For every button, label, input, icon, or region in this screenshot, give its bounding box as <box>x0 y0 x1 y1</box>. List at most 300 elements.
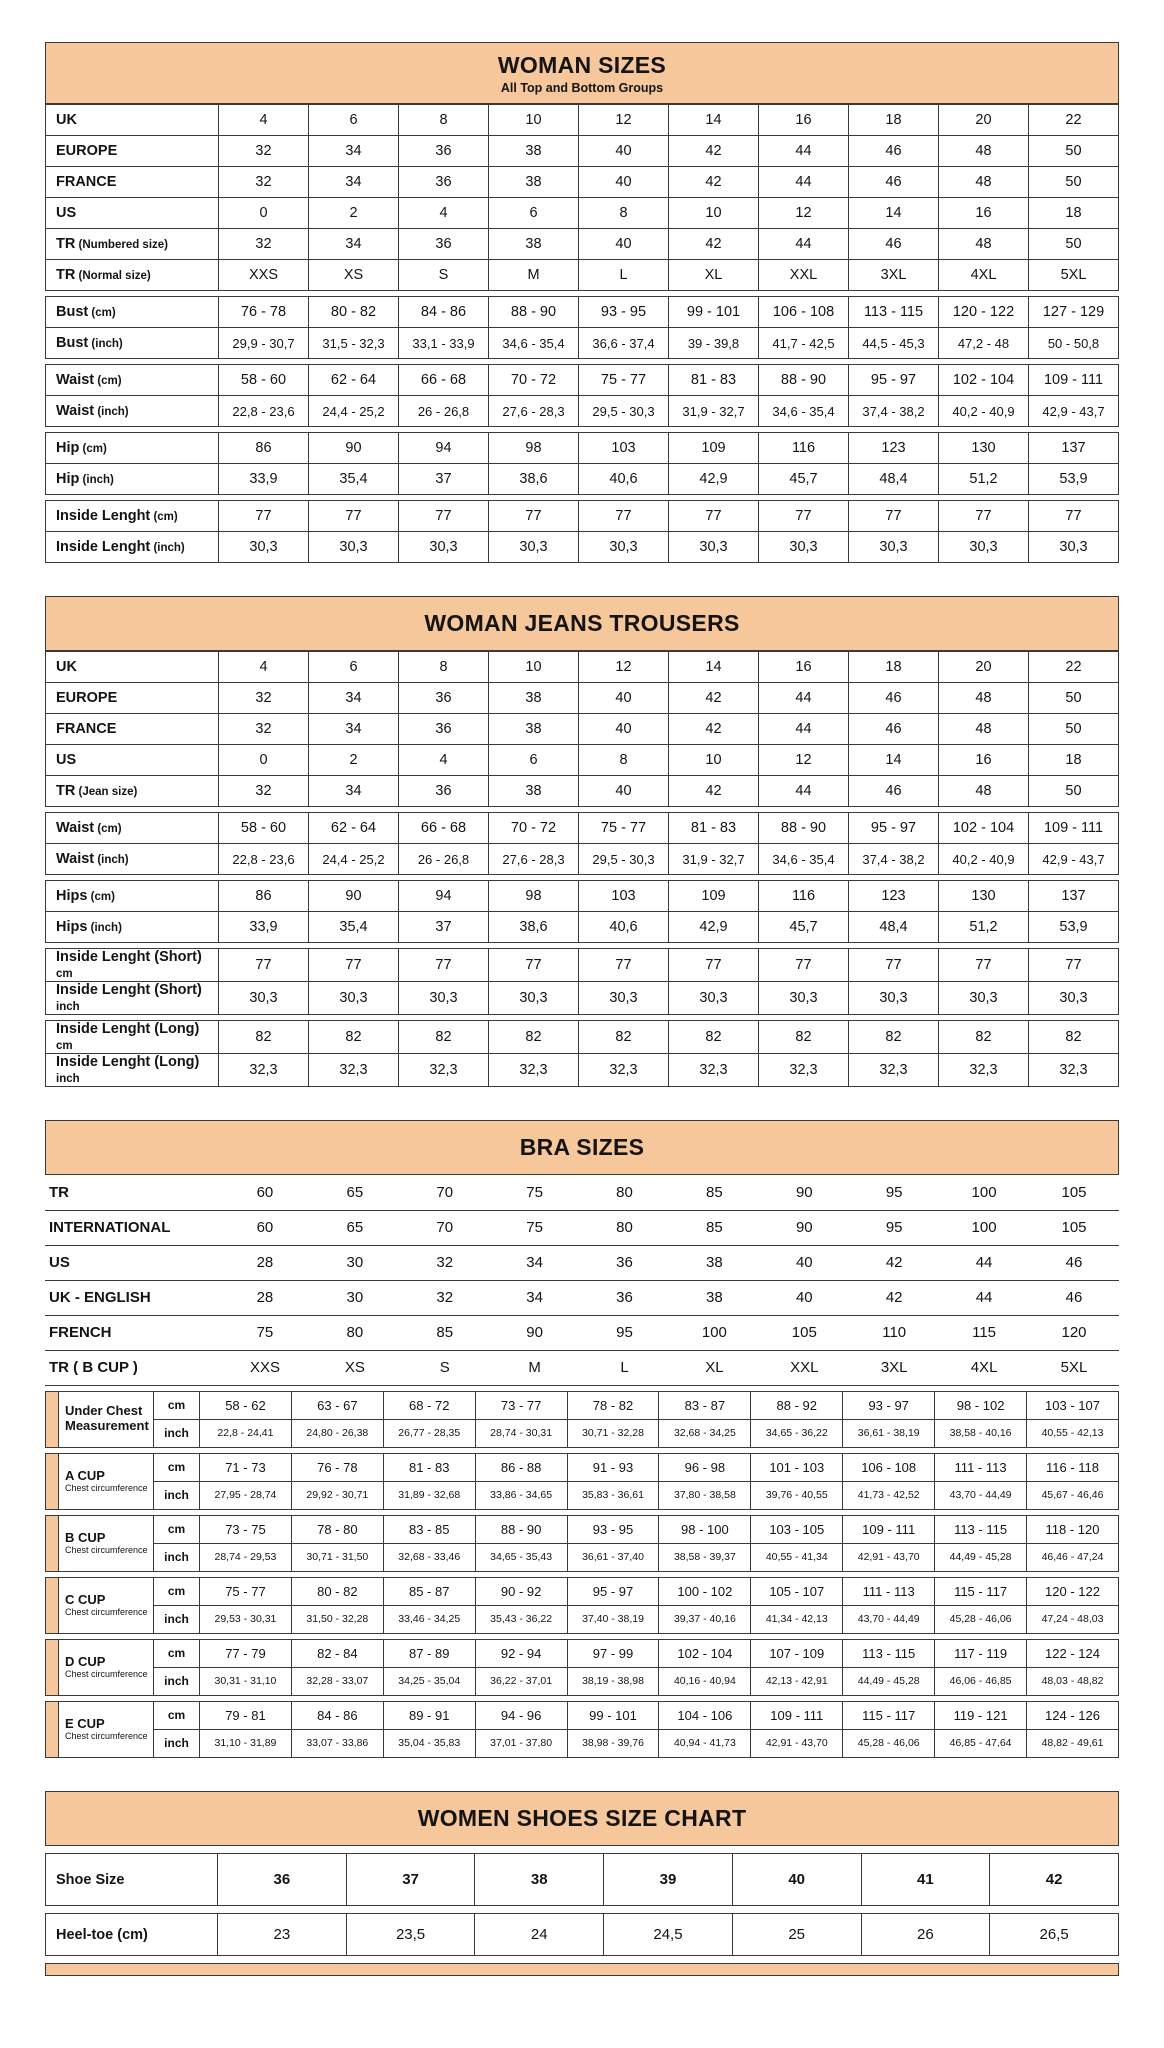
value-cell: 28 <box>220 1245 310 1280</box>
shoes-table <box>45 1853 1119 1956</box>
value-cell: 44 <box>759 229 849 260</box>
value-cell: 48 <box>939 136 1029 167</box>
value-cell: 38 <box>669 1245 759 1280</box>
bra-top-block <box>45 1175 1119 1386</box>
value-cell: 87 - 89 <box>383 1639 475 1667</box>
row-label <box>46 229 219 260</box>
value-cell: 45,7 <box>759 912 849 943</box>
value-cell: 115 - 117 <box>843 1701 935 1729</box>
value-cell: 29,92 - 30,71 <box>291 1481 383 1509</box>
row-label <box>46 912 219 943</box>
value-cell: 113 - 115 <box>935 1515 1027 1543</box>
value-cell: 75 - 77 <box>579 813 669 844</box>
row-label-text: Inside Lenght <box>56 539 151 555</box>
row-label-text: Shoe Size <box>56 1871 125 1888</box>
value-cell: 14 <box>669 105 759 136</box>
value-cell: 42 <box>669 229 759 260</box>
value-cell: 45,7 <box>759 464 849 495</box>
table-row <box>46 982 1119 1015</box>
value-cell: 33,07 - 33,86 <box>291 1729 383 1757</box>
value-cell: 33,9 <box>219 912 309 943</box>
value-cell: 40 <box>579 776 669 807</box>
value-cell: 124 - 126 <box>1027 1701 1119 1729</box>
row-label <box>46 745 219 776</box>
value-cell: 29,5 - 30,3 <box>579 396 669 427</box>
value-cell: 102 - 104 <box>939 365 1029 396</box>
table-row <box>46 198 1119 229</box>
value-cell: 77 <box>669 501 759 532</box>
value-cell: 8 <box>399 105 489 136</box>
woman-sizes-table <box>45 104 1119 563</box>
value-cell: 33,1 - 33,9 <box>399 328 489 359</box>
group-label-sub: Chest circumference <box>65 1730 148 1741</box>
value-cell: 48,4 <box>849 912 939 943</box>
value-cell: S <box>400 1350 490 1385</box>
table-row <box>46 1515 1119 1543</box>
group-label <box>59 1577 154 1633</box>
value-cell: 48 <box>939 776 1029 807</box>
value-cell: 80 <box>580 1175 670 1210</box>
value-cell: 29,9 - 30,7 <box>219 328 309 359</box>
value-cell: 40 <box>759 1245 849 1280</box>
value-cell: 44 <box>939 1245 1029 1280</box>
bra-group-block <box>45 1453 1119 1510</box>
row-label-text: Waist <box>56 403 95 419</box>
value-cell: 83 - 85 <box>383 1515 475 1543</box>
value-cell: 109 - 111 <box>1029 813 1119 844</box>
value-cell: 48 <box>939 683 1029 714</box>
value-cell: 12 <box>759 745 849 776</box>
value-cell: 10 <box>669 745 759 776</box>
value-cell: 46 <box>1029 1245 1119 1280</box>
value-cell: 38,19 - 38,98 <box>567 1667 659 1695</box>
value-cell: 43,70 - 44,49 <box>935 1481 1027 1509</box>
value-cell: 77 <box>759 949 849 982</box>
value-cell: 94 <box>399 881 489 912</box>
table-title: WOMAN SIZES <box>497 52 667 78</box>
value-cell: 38 <box>475 1853 604 1905</box>
bra-cup-table <box>45 1391 1119 1758</box>
value-cell: 36 <box>399 229 489 260</box>
row-label: US <box>45 1245 220 1280</box>
value-cell: 43,70 - 44,49 <box>843 1605 935 1633</box>
value-cell: 32 <box>400 1245 490 1280</box>
row-label-text: Hips <box>56 919 88 935</box>
value-cell: 50 - 50,8 <box>1029 328 1119 359</box>
group-label <box>59 1391 154 1447</box>
unit-label: cm <box>154 1701 200 1729</box>
value-cell: 76 - 78 <box>291 1453 383 1481</box>
value-cell: 115 <box>939 1315 1029 1350</box>
value-cell: 116 - 118 <box>1027 1453 1119 1481</box>
value-cell: 103 - 107 <box>1027 1391 1119 1419</box>
value-cell: 40 <box>579 136 669 167</box>
table-row <box>46 813 1119 844</box>
value-cell: 95 <box>580 1315 670 1350</box>
row-label <box>46 813 219 844</box>
value-cell: 12 <box>579 652 669 683</box>
value-cell: 32 <box>219 776 309 807</box>
value-cell: 38 <box>489 167 579 198</box>
value-cell: XXL <box>759 1350 849 1385</box>
value-cell: 5XL <box>1029 1350 1119 1385</box>
table-row <box>46 297 1119 328</box>
jeans-section <box>45 596 1119 1087</box>
value-cell: 30,71 - 31,50 <box>291 1543 383 1571</box>
value-cell: 95 - 97 <box>567 1577 659 1605</box>
value-cell: 24,80 - 26,38 <box>291 1419 383 1447</box>
value-cell: 102 - 104 <box>659 1639 751 1667</box>
value-cell: 102 - 104 <box>939 813 1029 844</box>
value-cell: 32,3 <box>399 1054 489 1087</box>
value-cell: 32,68 - 34,25 <box>659 1419 751 1447</box>
value-cell: 32,3 <box>939 1054 1029 1087</box>
row-label <box>46 881 219 912</box>
value-cell: 48,4 <box>849 464 939 495</box>
size-table-block <box>45 651 1119 807</box>
table-row <box>46 365 1119 396</box>
table-row <box>46 912 1119 943</box>
row-label-text: UK <box>56 659 77 675</box>
value-cell: 47,2 - 48 <box>939 328 1029 359</box>
value-cell: 45,28 - 46,06 <box>935 1605 1027 1633</box>
table-title: WOMEN SHOES SIZE CHART <box>417 1804 747 1831</box>
row-label <box>46 260 219 291</box>
row-label-sub: (inch) <box>79 474 114 486</box>
value-cell: 26,5 <box>990 1913 1119 1955</box>
value-cell: 40 <box>579 167 669 198</box>
value-cell: 82 <box>1029 1021 1119 1054</box>
value-cell: 31,9 - 32,7 <box>669 844 759 875</box>
value-cell: 119 - 121 <box>935 1701 1027 1729</box>
value-cell: 38 <box>489 683 579 714</box>
value-cell: 109 - 111 <box>751 1701 843 1729</box>
size-table-block <box>45 364 1119 427</box>
value-cell: 18 <box>1029 198 1119 229</box>
value-cell: 26,77 - 28,35 <box>383 1419 475 1447</box>
table-row <box>46 1577 1119 1605</box>
table-row <box>46 1054 1119 1087</box>
jeans-header <box>45 596 1119 651</box>
value-cell: 116 <box>759 433 849 464</box>
table-row <box>46 844 1119 875</box>
value-cell: 32,28 - 33,07 <box>291 1667 383 1695</box>
row-label-text: Hip <box>56 471 80 487</box>
value-cell: 42 <box>990 1853 1119 1905</box>
value-cell: 37,40 - 38,19 <box>567 1605 659 1633</box>
value-cell: 41,34 - 42,13 <box>751 1605 843 1633</box>
group-label-text: A CUP <box>65 1467 105 1483</box>
value-cell: 77 <box>669 949 759 982</box>
group-label-text: D CUP <box>65 1653 106 1669</box>
value-cell: 30,3 <box>1029 982 1119 1015</box>
value-cell: 30,71 - 32,28 <box>567 1419 659 1447</box>
value-cell: 46,85 - 47,64 <box>935 1729 1027 1757</box>
group-label-text: C CUP <box>65 1591 106 1607</box>
value-cell: 120 - 122 <box>1027 1577 1119 1605</box>
value-cell: 30,3 <box>669 532 759 563</box>
value-cell: 113 - 115 <box>843 1639 935 1667</box>
row-label-sub: cm <box>56 1040 73 1052</box>
value-cell: S <box>399 260 489 291</box>
jeans-table <box>45 651 1119 1087</box>
value-cell: 37,01 - 37,80 <box>475 1729 567 1757</box>
value-cell: 46 <box>849 167 939 198</box>
value-cell: 137 <box>1029 433 1119 464</box>
value-cell: 73 - 77 <box>475 1391 567 1419</box>
table-row <box>46 776 1119 807</box>
value-cell: 48 <box>939 167 1029 198</box>
size-table-block <box>45 432 1119 495</box>
value-cell: 30,3 <box>219 532 309 563</box>
value-cell: 92 - 94 <box>475 1639 567 1667</box>
group-label-text: B CUP <box>65 1529 106 1545</box>
value-cell: 46 <box>1029 1280 1119 1315</box>
value-cell: 37,80 - 38,58 <box>659 1481 751 1509</box>
value-cell: 40,2 - 40,9 <box>939 844 1029 875</box>
value-cell: 90 <box>759 1210 849 1245</box>
value-cell: 6 <box>309 652 399 683</box>
table-row <box>46 1543 1119 1571</box>
value-cell: 45,28 - 46,06 <box>843 1729 935 1757</box>
value-cell: 88 - 90 <box>759 365 849 396</box>
row-label-sub: (cm) <box>94 823 122 835</box>
value-cell: 18 <box>849 652 939 683</box>
value-cell: 77 <box>219 949 309 982</box>
value-cell: 77 <box>1029 949 1119 982</box>
value-cell: XS <box>310 1350 400 1385</box>
value-cell: 36 <box>399 136 489 167</box>
value-cell: 41,73 - 42,52 <box>843 1481 935 1509</box>
value-cell: 44 <box>939 1280 1029 1315</box>
value-cell: L <box>580 1350 670 1385</box>
value-cell: 89 - 91 <box>383 1701 475 1729</box>
value-cell: 40 <box>579 714 669 745</box>
table-row <box>45 1315 1119 1350</box>
row-label <box>46 297 219 328</box>
table-subtitle: All Top and Bottom Groups <box>500 81 664 95</box>
value-cell: 8 <box>579 745 669 776</box>
value-cell: 101 - 103 <box>751 1453 843 1481</box>
row-label-text: FRANCE <box>56 721 117 737</box>
value-cell: 32,3 <box>489 1054 579 1087</box>
shoes-footer-band <box>45 1963 1119 1976</box>
value-cell: 37 <box>399 464 489 495</box>
value-cell: 40,6 <box>579 912 669 943</box>
value-cell: 30,3 <box>579 532 669 563</box>
value-cell: 75 - 77 <box>579 365 669 396</box>
table-row <box>46 1391 1119 1419</box>
value-cell: XXL <box>759 260 849 291</box>
row-label-text: Hips <box>56 888 88 904</box>
value-cell: 81 - 83 <box>669 813 759 844</box>
value-cell: 85 <box>669 1175 759 1210</box>
value-cell: 50 <box>1029 714 1119 745</box>
value-cell: M <box>489 260 579 291</box>
row-label <box>46 136 219 167</box>
value-cell: 36,6 - 37,4 <box>579 328 669 359</box>
value-cell: 38,58 - 40,16 <box>935 1419 1027 1447</box>
row-label-text: Bust <box>56 304 89 320</box>
value-cell: 40,55 - 41,34 <box>751 1543 843 1571</box>
value-cell: 75 <box>490 1210 580 1245</box>
value-cell: 24,4 - 25,2 <box>309 844 399 875</box>
value-cell: 53,9 <box>1029 464 1119 495</box>
value-cell: 36 <box>399 714 489 745</box>
value-cell: 82 <box>669 1021 759 1054</box>
value-cell: 32 <box>219 683 309 714</box>
value-cell: 34 <box>309 229 399 260</box>
value-cell: 30,3 <box>939 532 1029 563</box>
value-cell: 22 <box>1029 105 1119 136</box>
value-cell: 14 <box>849 198 939 229</box>
value-cell: 96 - 98 <box>659 1453 751 1481</box>
value-cell: 80 - 82 <box>291 1577 383 1605</box>
value-cell: 98 <box>489 433 579 464</box>
table-row <box>46 745 1119 776</box>
value-cell: 42 <box>669 167 759 198</box>
value-cell: 70 <box>400 1210 490 1245</box>
value-cell: 100 <box>939 1210 1029 1245</box>
group-label <box>59 1701 154 1757</box>
value-cell: 46 <box>849 136 939 167</box>
value-cell: 30,3 <box>849 982 939 1015</box>
value-cell: 30,3 <box>759 982 849 1015</box>
accent-strip <box>46 1639 59 1695</box>
value-cell: 36 <box>218 1853 347 1905</box>
value-cell: 65 <box>310 1210 400 1245</box>
value-cell: 137 <box>1029 881 1119 912</box>
table-row <box>46 1419 1119 1447</box>
row-label-text: Bust <box>56 335 89 351</box>
value-cell: 50 <box>1029 683 1119 714</box>
value-cell: 46 <box>849 683 939 714</box>
unit-label: inch <box>154 1729 200 1757</box>
value-cell: 23,5 <box>346 1913 475 1955</box>
value-cell: 34,65 - 35,43 <box>475 1543 567 1571</box>
row-label-sub: inch <box>56 1001 80 1013</box>
unit-label: inch <box>154 1543 200 1571</box>
value-cell: 5XL <box>1029 260 1119 291</box>
value-cell: 41,7 - 42,5 <box>759 328 849 359</box>
value-cell: 123 <box>849 881 939 912</box>
value-cell: 95 - 97 <box>849 365 939 396</box>
value-cell: 50 <box>1029 776 1119 807</box>
table-row <box>46 167 1119 198</box>
value-cell: 30 <box>310 1245 400 1280</box>
size-table-block <box>45 1020 1119 1087</box>
value-cell: 30 <box>310 1280 400 1315</box>
value-cell: 44 <box>759 714 849 745</box>
value-cell: L <box>579 260 669 291</box>
value-cell: 39,76 - 40,55 <box>751 1481 843 1509</box>
value-cell: 82 <box>309 1021 399 1054</box>
value-cell: 95 - 97 <box>849 813 939 844</box>
value-cell: 42,9 <box>669 912 759 943</box>
table-row <box>45 1280 1119 1315</box>
value-cell: 103 - 105 <box>751 1515 843 1543</box>
value-cell: 98 - 102 <box>935 1391 1027 1419</box>
value-cell: 98 <box>489 881 579 912</box>
value-cell: 104 - 106 <box>659 1701 751 1729</box>
value-cell: 44 <box>759 776 849 807</box>
value-cell: 82 - 84 <box>291 1639 383 1667</box>
value-cell: 40 <box>579 229 669 260</box>
table-row <box>46 714 1119 745</box>
table-row <box>46 501 1119 532</box>
row-label-sub: (cm) <box>88 307 116 319</box>
unit-label: cm <box>154 1639 200 1667</box>
value-cell: 118 - 120 <box>1027 1515 1119 1543</box>
row-label-text: EUROPE <box>56 143 118 159</box>
unit-label: cm <box>154 1391 200 1419</box>
accent-strip <box>46 1453 59 1509</box>
value-cell: 3XL <box>849 1350 939 1385</box>
table-row <box>45 1350 1119 1385</box>
value-cell: 4 <box>219 652 309 683</box>
table-row <box>46 683 1119 714</box>
value-cell: 12 <box>759 198 849 229</box>
value-cell: 30,3 <box>219 982 309 1015</box>
value-cell: 44 <box>759 683 849 714</box>
value-cell: 42 <box>669 683 759 714</box>
value-cell: 26 - 26,8 <box>399 396 489 427</box>
value-cell: 103 <box>579 433 669 464</box>
value-cell: 40 <box>759 1280 849 1315</box>
bra-group-block <box>45 1701 1119 1758</box>
value-cell: 82 <box>219 1021 309 1054</box>
row-label <box>46 501 219 532</box>
value-cell: 100 - 102 <box>659 1577 751 1605</box>
value-cell: 22 <box>1029 652 1119 683</box>
unit-label: cm <box>154 1515 200 1543</box>
table-title: WOMAN JEANS TROUSERS <box>424 610 740 636</box>
row-label-sub: (inch) <box>87 922 122 934</box>
value-cell: 60 <box>220 1175 310 1210</box>
row-label <box>46 949 219 982</box>
value-cell: 30,3 <box>849 532 939 563</box>
unit-label: inch <box>154 1481 200 1509</box>
value-cell: 38,6 <box>489 464 579 495</box>
value-cell: 91 - 93 <box>567 1453 659 1481</box>
size-table-block <box>45 880 1119 943</box>
value-cell: 4XL <box>939 260 1029 291</box>
row-label-sub: (inch) <box>150 542 185 554</box>
size-table-block <box>45 1853 1119 1906</box>
row-label-sub: (cm) <box>94 375 122 387</box>
size-table-block <box>45 296 1119 359</box>
row-label <box>46 532 219 563</box>
value-cell: 109 <box>669 433 759 464</box>
value-cell: 82 <box>579 1021 669 1054</box>
table-row <box>46 396 1119 427</box>
value-cell: 80 <box>580 1210 670 1245</box>
value-cell: 46,46 - 47,24 <box>1027 1543 1119 1571</box>
table-row <box>46 1605 1119 1633</box>
value-cell: 20 <box>939 105 1029 136</box>
value-cell: 77 - 79 <box>200 1639 292 1667</box>
table-row <box>46 433 1119 464</box>
accent-strip <box>46 1577 59 1633</box>
row-label-sub: inch <box>56 1073 80 1085</box>
row-label-text: Waist <box>56 851 95 867</box>
value-cell: 80 <box>310 1315 400 1350</box>
shoes-section <box>45 1791 1119 1976</box>
value-cell: 62 - 64 <box>309 813 399 844</box>
value-cell: 42,91 - 43,70 <box>843 1543 935 1571</box>
value-cell: 34 <box>490 1245 580 1280</box>
unit-label: inch <box>154 1667 200 1695</box>
